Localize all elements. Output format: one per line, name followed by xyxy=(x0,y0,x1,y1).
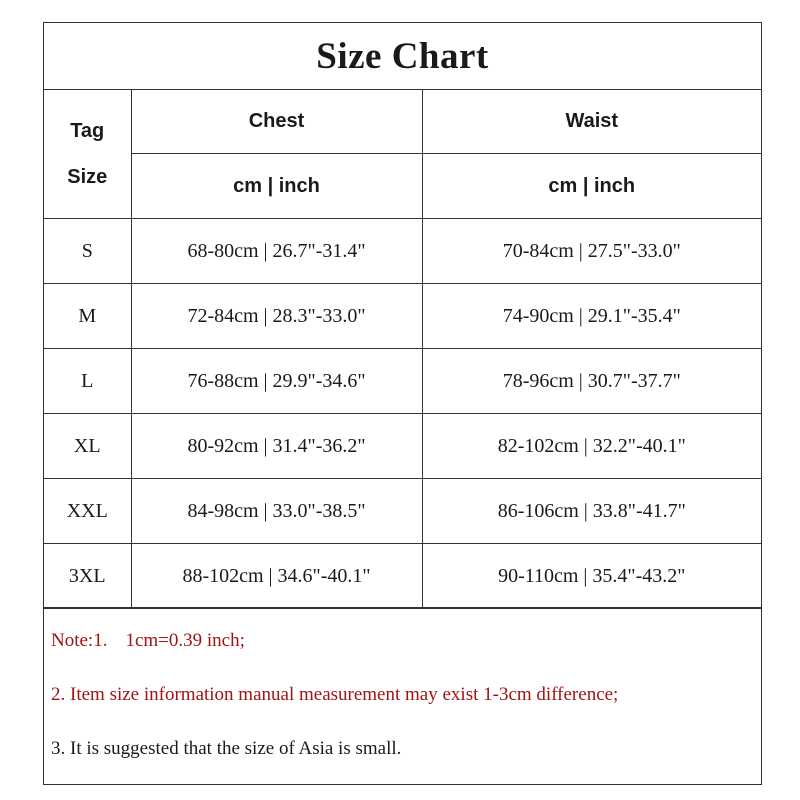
header-row xyxy=(44,89,761,154)
table-row xyxy=(44,219,761,284)
notes-section xyxy=(44,607,761,784)
units-row xyxy=(44,154,761,219)
note-3: 3. It is suggested that the size of Asia is small. xyxy=(51,738,402,759)
note-1 xyxy=(51,630,245,652)
size-table xyxy=(44,89,761,609)
tag-label: Tag xyxy=(70,119,105,142)
note-1-text: 1cm=0.39 inch; xyxy=(125,630,245,651)
note-1-prefix: Note:1. xyxy=(51,630,108,651)
table-row xyxy=(44,284,761,349)
size-cell: XXL xyxy=(44,479,131,544)
table-row xyxy=(44,544,761,609)
waist-header: Waist xyxy=(422,89,761,154)
size-cell: 3XL xyxy=(44,544,131,609)
chart-title: Size Chart xyxy=(44,23,761,90)
size-cell: XL xyxy=(44,414,131,479)
chest-cell: 72-84cm | 28.3"-33.0" xyxy=(131,284,422,349)
waist-cell: 90-110cm | 35.4"-43.2" xyxy=(422,544,761,609)
waist-cell: 78-96cm | 30.7"-37.7" xyxy=(422,349,761,414)
waist-cell: 86-106cm | 33.8"-41.7" xyxy=(422,479,761,544)
waist-cell: 70-84cm | 27.5"-33.0" xyxy=(422,219,761,284)
note-2: 2. Item size information manual measurement may exist 1-3cm difference; xyxy=(51,684,619,705)
chest-units: cm | inch xyxy=(131,154,422,219)
chest-header: Chest xyxy=(131,89,422,154)
chest-cell: 80-92cm | 31.4"-36.2" xyxy=(131,414,422,479)
waist-cell: 74-90cm | 29.1"-35.4" xyxy=(422,284,761,349)
table-row xyxy=(44,414,761,479)
size-label: Size xyxy=(67,165,108,188)
table-row xyxy=(44,349,761,414)
chest-cell: 88-102cm | 34.6"-40.1" xyxy=(131,544,422,609)
size-chart xyxy=(43,22,762,785)
size-cell: S xyxy=(44,219,131,284)
table-row xyxy=(44,479,761,544)
size-cell: M xyxy=(44,284,131,349)
tag-size-header xyxy=(44,89,131,219)
chest-cell: 68-80cm | 26.7"-31.4" xyxy=(131,219,422,284)
chest-cell: 84-98cm | 33.0"-38.5" xyxy=(131,479,422,544)
size-cell: L xyxy=(44,349,131,414)
waist-units: cm | inch xyxy=(422,154,761,219)
waist-cell: 82-102cm | 32.2"-40.1" xyxy=(422,414,761,479)
chest-cell: 76-88cm | 29.9"-34.6" xyxy=(131,349,422,414)
